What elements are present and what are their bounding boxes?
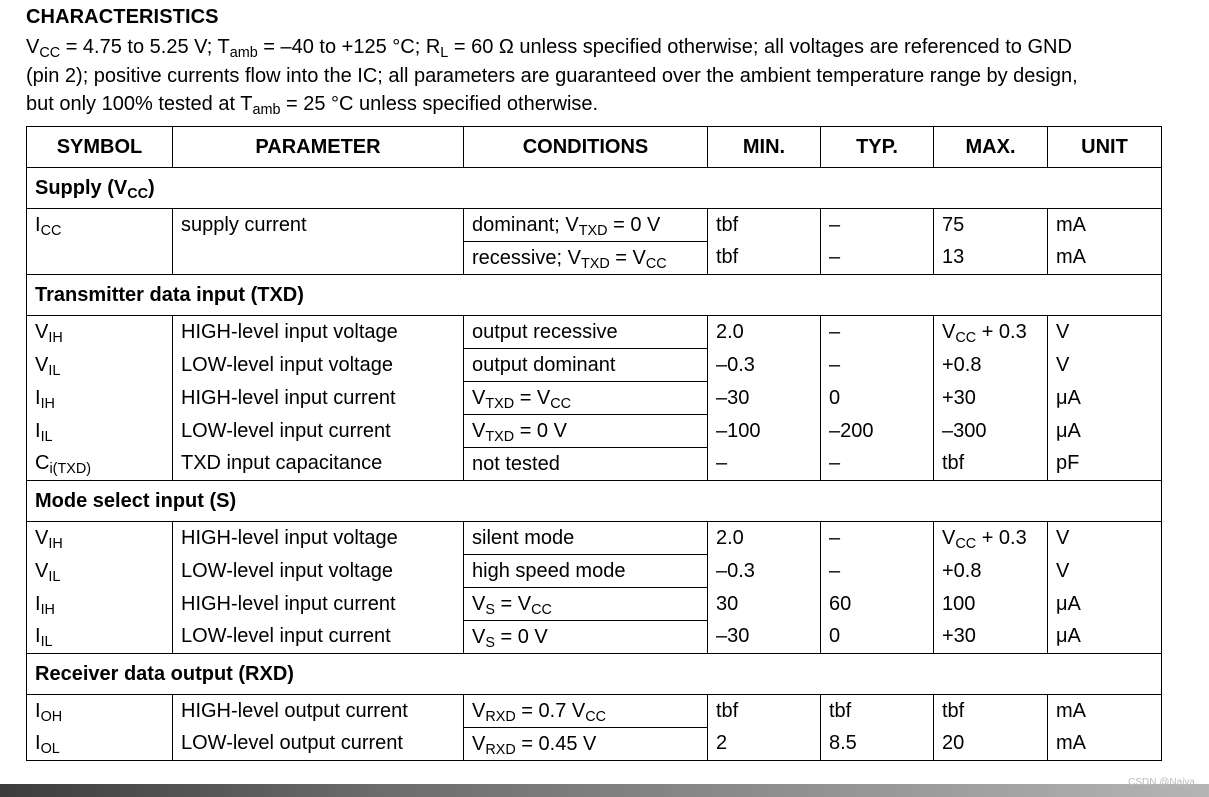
cell-parameter: LOW-level input voltage	[173, 555, 464, 588]
cell-parameter: HIGH-level input voltage	[173, 316, 464, 349]
cell-min: –30	[708, 382, 821, 415]
watermark: CSDN @Naiya	[1128, 777, 1195, 788]
cell-typ: –200	[821, 415, 934, 448]
cell-typ: –	[821, 242, 934, 275]
cell-parameter: LOW-level input current	[173, 621, 464, 654]
cell-typ: –	[821, 316, 934, 349]
cell-typ: –	[821, 448, 934, 481]
header-typ: TYP.	[821, 127, 934, 168]
cell-symbol: $V_{IL}$	[27, 349, 173, 382]
table-row	[27, 695, 1162, 728]
cell-max: 100	[934, 588, 1048, 621]
cell-parameter: HIGH-level output current	[173, 695, 464, 728]
table-row	[27, 621, 1162, 654]
table-row	[27, 448, 1162, 481]
cell-min: 30	[708, 588, 821, 621]
cell-symbol: $I_{OH}$	[27, 695, 173, 728]
cell-symbol: $I_{IH}$	[27, 382, 173, 415]
cell-unit: V	[1048, 316, 1162, 349]
cell-parameter: HIGH-level input current	[173, 588, 464, 621]
section-title: Mode select input (S)	[27, 481, 1162, 522]
cell-typ: 60	[821, 588, 934, 621]
intro-paragraph	[26, 33, 1166, 119]
cell-min: 2.0	[708, 316, 821, 349]
cell-symbol: $I_{IL}$	[27, 621, 173, 654]
cell-conditions: $V_S = V_{CC}$	[464, 588, 708, 621]
section-title: Receiver data output (RXD)	[27, 654, 1162, 695]
cell-symbol: $V_{IH}$	[27, 522, 173, 555]
cell-max: 20	[934, 728, 1048, 761]
cell-symbol: $I_{OL}$	[27, 728, 173, 761]
cell-unit: mA	[1048, 242, 1162, 275]
cell-min: tbf	[708, 209, 821, 242]
table-row	[27, 588, 1162, 621]
cell-parameter: LOW-level output current	[173, 728, 464, 761]
cell-max: tbf	[934, 448, 1048, 481]
cell-conditions: silent mode	[464, 522, 708, 555]
cell-symbol: $C_{i(TXD)}$	[27, 448, 173, 481]
cell-unit: pF	[1048, 448, 1162, 481]
table-row	[27, 382, 1162, 415]
section-row	[27, 168, 1162, 209]
cell-typ: –	[821, 209, 934, 242]
table-body	[27, 168, 1162, 761]
cell-max: +0.8	[934, 349, 1048, 382]
header-conditions: CONDITIONS	[464, 127, 708, 168]
cell-conditions: $V_{TXD} = 0$ V	[464, 415, 708, 448]
cell-min: tbf	[708, 695, 821, 728]
cell-unit: mA	[1048, 728, 1162, 761]
cell-min: –30	[708, 621, 821, 654]
cell-parameter: HIGH-level input current	[173, 382, 464, 415]
cell-parameter: LOW-level input voltage	[173, 349, 464, 382]
header-max: MAX.	[934, 127, 1048, 168]
section-row	[27, 481, 1162, 522]
section-row	[27, 654, 1162, 695]
cell-min: –	[708, 448, 821, 481]
cell-conditions: high speed mode	[464, 555, 708, 588]
cell-unit: mA	[1048, 695, 1162, 728]
cell-typ: 8.5	[821, 728, 934, 761]
cell-unit: mA	[1048, 209, 1162, 242]
cell-max: +0.8	[934, 555, 1048, 588]
cell-conditions: $V_{RXD} = 0.7$ $V_{CC}$	[464, 695, 708, 728]
header-parameter: PARAMETER	[173, 127, 464, 168]
cell-max: +30	[934, 621, 1048, 654]
cell-typ: 0	[821, 621, 934, 654]
cell-conditions: $V_{TXD} = V_{CC}$	[464, 382, 708, 415]
cell-typ: 0	[821, 382, 934, 415]
characteristics-table	[26, 126, 1162, 761]
section-title: Supply $(V_{CC})$	[27, 168, 1162, 209]
cell-unit: μA	[1048, 415, 1162, 448]
table-header-row	[27, 127, 1162, 168]
cell-symbol: $I_{CC}$	[27, 209, 173, 242]
cell-max: 75	[934, 209, 1048, 242]
table-row	[27, 522, 1162, 555]
cell-max: $V_{CC} + 0.3$	[934, 316, 1048, 349]
cell-parameter: HIGH-level input voltage	[173, 522, 464, 555]
section-heading: CHARACTERISTICS	[26, 6, 219, 28]
cell-symbol	[27, 242, 173, 275]
table-row	[27, 349, 1162, 382]
cell-max: –300	[934, 415, 1048, 448]
intro-line-1: $V_{CC} = 4.75$ to 5.25 V; $T_{amb} = -40$ to +125 °C; $R_L = 60$ Ω unless specified otherwise; all voltages are referenced to GND	[26, 36, 1072, 62]
cell-conditions: $V_{RXD} = 0.45$ V	[464, 728, 708, 761]
intro-line-2: (pin 2); positive currents flow into the IC; all parameters are guaranteed over the ambient temperature range by design,	[26, 64, 1078, 87]
cell-conditions: $V_S = 0$ V	[464, 621, 708, 654]
cell-symbol: $V_{IH}$	[27, 316, 173, 349]
header-min: MIN.	[708, 127, 821, 168]
window-bottom-edge	[0, 784, 1209, 797]
cell-min: –100	[708, 415, 821, 448]
cell-conditions: output recessive	[464, 316, 708, 349]
cell-min: tbf	[708, 242, 821, 275]
cell-conditions: not tested	[464, 448, 708, 481]
cell-unit: V	[1048, 555, 1162, 588]
table-row	[27, 209, 1162, 242]
cell-parameter	[173, 242, 464, 275]
cell-symbol: $V_{IL}$	[27, 555, 173, 588]
cell-conditions: output dominant	[464, 349, 708, 382]
cell-unit: μA	[1048, 382, 1162, 415]
table-row	[27, 316, 1162, 349]
section-title: Transmitter data input (TXD)	[27, 275, 1162, 316]
intro-line-3: but only 100% tested at $T_{amb} = 25$ °C unless specified otherwise.	[26, 93, 599, 119]
cell-symbol: $I_{IH}$	[27, 588, 173, 621]
table-row	[27, 728, 1162, 761]
cell-typ: –	[821, 555, 934, 588]
section-row	[27, 275, 1162, 316]
cell-min: 2.0	[708, 522, 821, 555]
cell-conditions: recessive; $V_{TXD} = V_{CC}$	[464, 242, 708, 275]
cell-typ: –	[821, 349, 934, 382]
cell-parameter: TXD input capacitance	[173, 448, 464, 481]
cell-unit: μA	[1048, 621, 1162, 654]
table-row	[27, 415, 1162, 448]
cell-parameter: supply current	[173, 209, 464, 242]
cell-conditions: dominant; $V_{TXD} = 0$ V	[464, 209, 708, 242]
cell-unit: V	[1048, 349, 1162, 382]
cell-min: 2	[708, 728, 821, 761]
cell-typ: –	[821, 522, 934, 555]
cell-min: –0.3	[708, 555, 821, 588]
cell-typ: tbf	[821, 695, 934, 728]
header-unit: UNIT	[1048, 127, 1162, 168]
cell-max: 13	[934, 242, 1048, 275]
cell-unit: μA	[1048, 588, 1162, 621]
cell-symbol: $I_{IL}$	[27, 415, 173, 448]
cell-max: tbf	[934, 695, 1048, 728]
header-symbol: SYMBOL	[27, 127, 173, 168]
cell-max: $V_{CC} + 0.3$	[934, 522, 1048, 555]
cell-max: +30	[934, 382, 1048, 415]
table-row	[27, 555, 1162, 588]
cell-parameter: LOW-level input current	[173, 415, 464, 448]
cell-min: –0.3	[708, 349, 821, 382]
table-row	[27, 242, 1162, 275]
cell-unit: V	[1048, 522, 1162, 555]
